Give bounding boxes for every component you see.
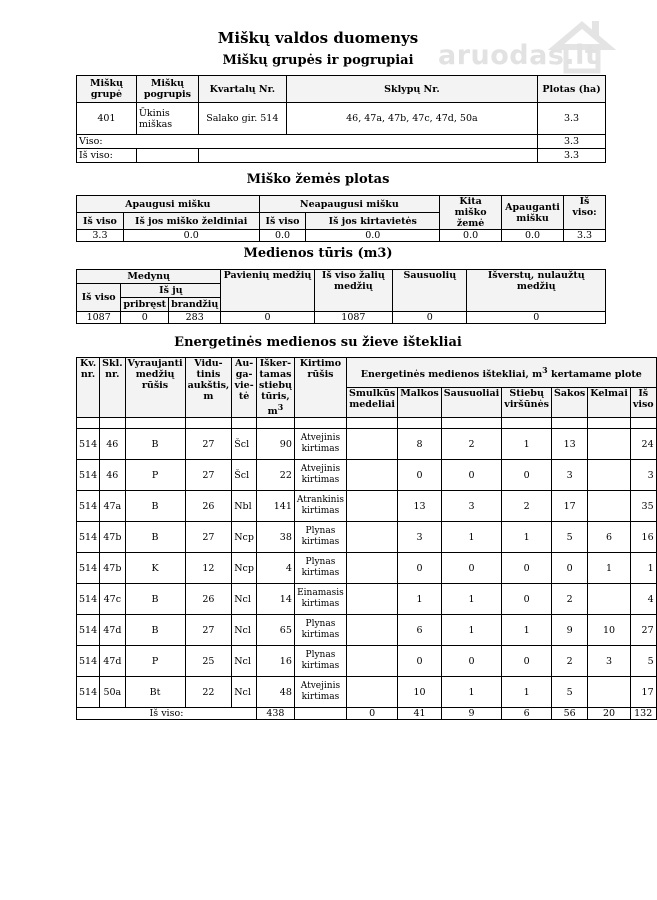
- cell-stiebu: 0: [502, 584, 552, 615]
- cell-grupe: 401: [77, 103, 137, 135]
- cell-kelmai: 10: [588, 615, 631, 646]
- cell-malkos: 0: [398, 460, 442, 491]
- cell-kv: 514: [77, 615, 100, 646]
- cell-species: P: [125, 460, 185, 491]
- header-isverstu: Išverstų, nulaužtų medžių: [467, 270, 606, 312]
- total-value: 438: [256, 708, 294, 720]
- section-volume-title: Medienos tūris (m3): [243, 246, 393, 261]
- cell-habitat: Nbl: [232, 491, 257, 522]
- cell-cutting: Atvejinis kirtimas: [294, 460, 346, 491]
- volume-value: 0: [221, 312, 314, 324]
- cell-cutting: Atvejinis kirtimas: [294, 429, 346, 460]
- cell-kvartalu: Salako gir. 514: [198, 103, 286, 135]
- cell-smulkus: [346, 584, 397, 615]
- viso-value: 3.3: [538, 135, 606, 149]
- header-neapaugusi: Neapaugusi mišku: [259, 196, 440, 213]
- cell-cutting: Plynas kirtimas: [294, 553, 346, 584]
- land-value: 3.3: [77, 230, 124, 242]
- volume-table: [76, 269, 606, 324]
- cell-sakos: 17: [551, 491, 587, 522]
- cell-habitat: Ncl: [232, 584, 257, 615]
- cell-cutting: Plynas kirtimas: [294, 522, 346, 553]
- cell-species: B: [125, 522, 185, 553]
- section-land-title: Miško žemės plotas: [246, 172, 390, 187]
- cell-volume: 4: [256, 553, 294, 584]
- cell-habitat: Ncl: [232, 677, 257, 708]
- land-table: [76, 195, 606, 242]
- header-iskertamas: Išker- tamas stiebų tūris, $m^3$: [256, 358, 294, 418]
- cell-sakos: 2: [551, 584, 587, 615]
- cell-skl: 46: [100, 460, 125, 491]
- cell-malkos: 0: [398, 646, 442, 677]
- cell-sausuoliai: 1: [441, 584, 502, 615]
- header-kirtimo: Kirtimo rūšis: [294, 358, 346, 418]
- cell-species: P: [125, 646, 185, 677]
- sub-is-viso-2: Iš viso: [259, 213, 306, 230]
- cell-smulkus: [346, 491, 397, 522]
- table-row: [77, 553, 657, 584]
- cell-cutting: Plynas kirtimas: [294, 646, 346, 677]
- cell-is-viso: 3: [630, 460, 656, 491]
- cell-sausuoliai: 1: [441, 677, 502, 708]
- cell-kv: 514: [77, 677, 100, 708]
- header-kv: Kv. nr.: [77, 358, 100, 418]
- cell-sausuoliai: 0: [441, 553, 502, 584]
- volume-value: 283: [169, 312, 221, 324]
- cell-species: B: [125, 584, 185, 615]
- cell-volume: 16: [256, 646, 294, 677]
- section-energy-title: Energetinės medienos su žieve ištekliai: [174, 335, 462, 350]
- total-value: 6: [502, 708, 552, 720]
- cell-kv: 514: [77, 646, 100, 677]
- cell-kelmai: 3: [588, 646, 631, 677]
- cell-sakos: 2: [551, 646, 587, 677]
- cell-kv: 514: [77, 522, 100, 553]
- header-skl: Skl. nr.: [100, 358, 125, 418]
- header-augaviete: Au- ga- vie- tė: [232, 358, 257, 418]
- cell-kelmai: [588, 677, 631, 708]
- cell-volume: 38: [256, 522, 294, 553]
- cell-skl: 47c: [100, 584, 125, 615]
- cell-skl: 47d: [100, 646, 125, 677]
- cell-kv: 514: [77, 429, 100, 460]
- cell-stiebu: 1: [502, 677, 552, 708]
- cell-sausuoliai: 0: [441, 460, 502, 491]
- cell-stiebu: 1: [502, 615, 552, 646]
- cell-malkos: 6: [398, 615, 442, 646]
- header-apaugusi: Apaugusi mišku: [77, 196, 260, 213]
- cell-stiebu: 1: [502, 429, 552, 460]
- table-row: [77, 460, 657, 491]
- cell-volume: 22: [256, 460, 294, 491]
- header-pavieniu: Pavienių medžių: [221, 270, 314, 312]
- header-vyraujanti: Vyraujanti medžių rūšis: [125, 358, 185, 418]
- volume-value: 0: [121, 312, 169, 324]
- header-is-viso: Iš viso: [77, 284, 121, 312]
- cell-kelmai: [588, 491, 631, 522]
- volume-value: 1087: [77, 312, 121, 324]
- cell-kv: 514: [77, 460, 100, 491]
- watermark-logo: aruodas.lt: [438, 40, 599, 71]
- cell-sausuoliai: 2: [441, 429, 502, 460]
- sub-kelmai: Kelmai: [588, 387, 631, 418]
- cell-smulkus: [346, 677, 397, 708]
- header-apauganti: Apauganti mišku: [502, 196, 564, 230]
- sub-kirtavietes: Iš jos kirtavietės: [306, 213, 440, 230]
- cell-volume: 141: [256, 491, 294, 522]
- cell-stiebu: 2: [502, 491, 552, 522]
- cell-kv: 514: [77, 584, 100, 615]
- land-value: 0.0: [259, 230, 306, 242]
- header-is-ju: Iš jų: [121, 284, 221, 298]
- table-row: [77, 646, 657, 677]
- cell-kelmai: [588, 429, 631, 460]
- land-value: 3.3: [564, 230, 606, 242]
- cell-height: 27: [185, 460, 232, 491]
- cell-malkos: 8: [398, 429, 442, 460]
- cell-kelmai: 6: [588, 522, 631, 553]
- cell-pogrupis: Ūkinis miškas: [136, 103, 198, 135]
- cell-sakos: 3: [551, 460, 587, 491]
- header-vidutinis: Vidu- tinis aukštis, m: [185, 358, 232, 418]
- cell-height: 27: [185, 615, 232, 646]
- volume-value: 0: [467, 312, 606, 324]
- sub-zeldiniai: Iš jos miško želdiniai: [123, 213, 259, 230]
- cell-cutting: Einamasis kirtimas: [294, 584, 346, 615]
- cell-species: K: [125, 553, 185, 584]
- header-medynu: Medynų: [77, 270, 221, 284]
- cell-is-viso: 17: [630, 677, 656, 708]
- cell-height: 25: [185, 646, 232, 677]
- cell-sausuoliai: 1: [441, 615, 502, 646]
- sub-malkos: Malkos: [398, 387, 442, 418]
- sub-sakos: Šakos: [551, 387, 587, 418]
- cell-stiebu: 0: [502, 553, 552, 584]
- total-value: 56: [551, 708, 587, 720]
- cell-kv: 514: [77, 491, 100, 522]
- cell-species: Bt: [125, 677, 185, 708]
- cell-cutting: Atrankinis kirtimas: [294, 491, 346, 522]
- land-value: 0.0: [440, 230, 502, 242]
- table-row: [77, 491, 657, 522]
- cell-smulkus: [346, 615, 397, 646]
- sub-sausuoliai: Sausuoliai: [441, 387, 502, 418]
- page-title: Miškų valdos duomenys: [217, 29, 419, 47]
- cell-skl: 47b: [100, 553, 125, 584]
- table-row: [77, 615, 657, 646]
- land-value: 0.0: [123, 230, 259, 242]
- total-value: 0: [346, 708, 397, 720]
- cell-kelmai: 1: [588, 553, 631, 584]
- cell-volume: 48: [256, 677, 294, 708]
- cell-skl: 47a: [100, 491, 125, 522]
- cell-habitat: Šcl: [232, 429, 257, 460]
- volume-value: 1087: [314, 312, 393, 324]
- total-value: 132: [630, 708, 656, 720]
- cell-smulkus: [346, 460, 397, 491]
- header-kvartalu: Kvartalų Nr.: [198, 76, 286, 103]
- cell-sakos: 0: [551, 553, 587, 584]
- cell-stiebu: 0: [502, 646, 552, 677]
- cell-height: 27: [185, 429, 232, 460]
- cell-cutting: Atvejinis kirtimas: [294, 677, 346, 708]
- cell-volume: 65: [256, 615, 294, 646]
- cell-plotas: 3.3: [538, 103, 606, 135]
- cell-habitat: Ncp: [232, 553, 257, 584]
- total-value: [294, 708, 346, 720]
- cell-smulkus: [346, 429, 397, 460]
- header-kita: Kita miško žemė: [440, 196, 502, 230]
- cell-species: B: [125, 491, 185, 522]
- cell-sakos: 5: [551, 522, 587, 553]
- cell-volume: 14: [256, 584, 294, 615]
- header-pogrupis: Miškų pogrupis: [136, 76, 198, 103]
- header-plotas: Plotas (ha): [538, 76, 606, 103]
- total-value: 9: [441, 708, 502, 720]
- cell-stiebu: 1: [502, 522, 552, 553]
- cell-habitat: Ncl: [232, 646, 257, 677]
- total-label: Iš viso:: [77, 708, 257, 720]
- header-is-viso: Iš viso:: [564, 196, 606, 230]
- header-brandziu: brandžių: [169, 298, 221, 312]
- cell-height: 22: [185, 677, 232, 708]
- cell-kv: 514: [77, 553, 100, 584]
- cell-smulkus: [346, 646, 397, 677]
- sub-is-viso-1: Iš viso: [77, 213, 124, 230]
- is-viso-label: Iš viso:: [77, 149, 137, 163]
- cell-species: B: [125, 615, 185, 646]
- cell-skl: 50a: [100, 677, 125, 708]
- table-row: [77, 584, 657, 615]
- cell-species: B: [125, 429, 185, 460]
- is-viso-value: 3.3: [538, 149, 606, 163]
- cell-is-viso: 27: [630, 615, 656, 646]
- total-value: 41: [398, 708, 442, 720]
- volume-value: 0: [393, 312, 467, 324]
- viso-label: Viso:: [77, 135, 538, 149]
- header-sklypu: Sklypų Nr.: [286, 76, 537, 103]
- cell-stiebu: 0: [502, 460, 552, 491]
- sub-smulkus: Smulkūs medeliai: [346, 387, 397, 418]
- header-energetines: Energetinės medienos ištekliai, $m^3$ kertamame plote: [346, 358, 656, 388]
- cell-sklypu: 46, 47a, 47b, 47c, 47d, 50a: [286, 103, 537, 135]
- cell-smulkus: [346, 553, 397, 584]
- energy-table: [76, 357, 657, 720]
- table-row: [77, 429, 657, 460]
- cell-skl: 46: [100, 429, 125, 460]
- cell-sausuoliai: 0: [441, 646, 502, 677]
- sub-is-viso: Iš viso: [630, 387, 656, 418]
- cell-height: 26: [185, 584, 232, 615]
- cell-malkos: 10: [398, 677, 442, 708]
- cell-sausuoliai: 1: [441, 522, 502, 553]
- cell-is-viso: 4: [630, 584, 656, 615]
- sub-stiebu: Stiebų viršūnės: [502, 387, 552, 418]
- cell-malkos: 3: [398, 522, 442, 553]
- cell-habitat: Ncp: [232, 522, 257, 553]
- cell-is-viso: 24: [630, 429, 656, 460]
- cell-smulkus: [346, 522, 397, 553]
- cell-malkos: 13: [398, 491, 442, 522]
- land-value: 0.0: [502, 230, 564, 242]
- cell-cutting: Plynas kirtimas: [294, 615, 346, 646]
- cell-is-viso: 5: [630, 646, 656, 677]
- cell-skl: 47d: [100, 615, 125, 646]
- header-pribrest: pribręst: [121, 298, 169, 312]
- cell-sausuoliai: 3: [441, 491, 502, 522]
- cell-skl: 47b: [100, 522, 125, 553]
- header-grupe: Miškų grupė: [77, 76, 137, 103]
- cell-is-viso: 1: [630, 553, 656, 584]
- header-sausuoliu: Sausuolių: [393, 270, 467, 312]
- cell-malkos: 0: [398, 553, 442, 584]
- cell-kelmai: [588, 584, 631, 615]
- cell-sakos: 13: [551, 429, 587, 460]
- total-value: 20: [588, 708, 631, 720]
- cell-kelmai: [588, 460, 631, 491]
- cell-is-viso: 16: [630, 522, 656, 553]
- cell-height: 12: [185, 553, 232, 584]
- groups-table: [76, 75, 606, 163]
- header-is-viso-zaliu: Iš viso žalių medžių: [314, 270, 393, 312]
- cell-malkos: 1: [398, 584, 442, 615]
- cell-height: 26: [185, 491, 232, 522]
- cell-habitat: Ncl: [232, 615, 257, 646]
- table-row: [77, 677, 657, 708]
- cell-height: 27: [185, 522, 232, 553]
- cell-volume: 90: [256, 429, 294, 460]
- cell-is-viso: 35: [630, 491, 656, 522]
- cell-sakos: 9: [551, 615, 587, 646]
- section-groups-title: Miškų grupės ir pogrupiai: [222, 53, 414, 68]
- table-row: [77, 522, 657, 553]
- cell-habitat: Šcl: [232, 460, 257, 491]
- land-value: 0.0: [306, 230, 440, 242]
- cell-sakos: 5: [551, 677, 587, 708]
